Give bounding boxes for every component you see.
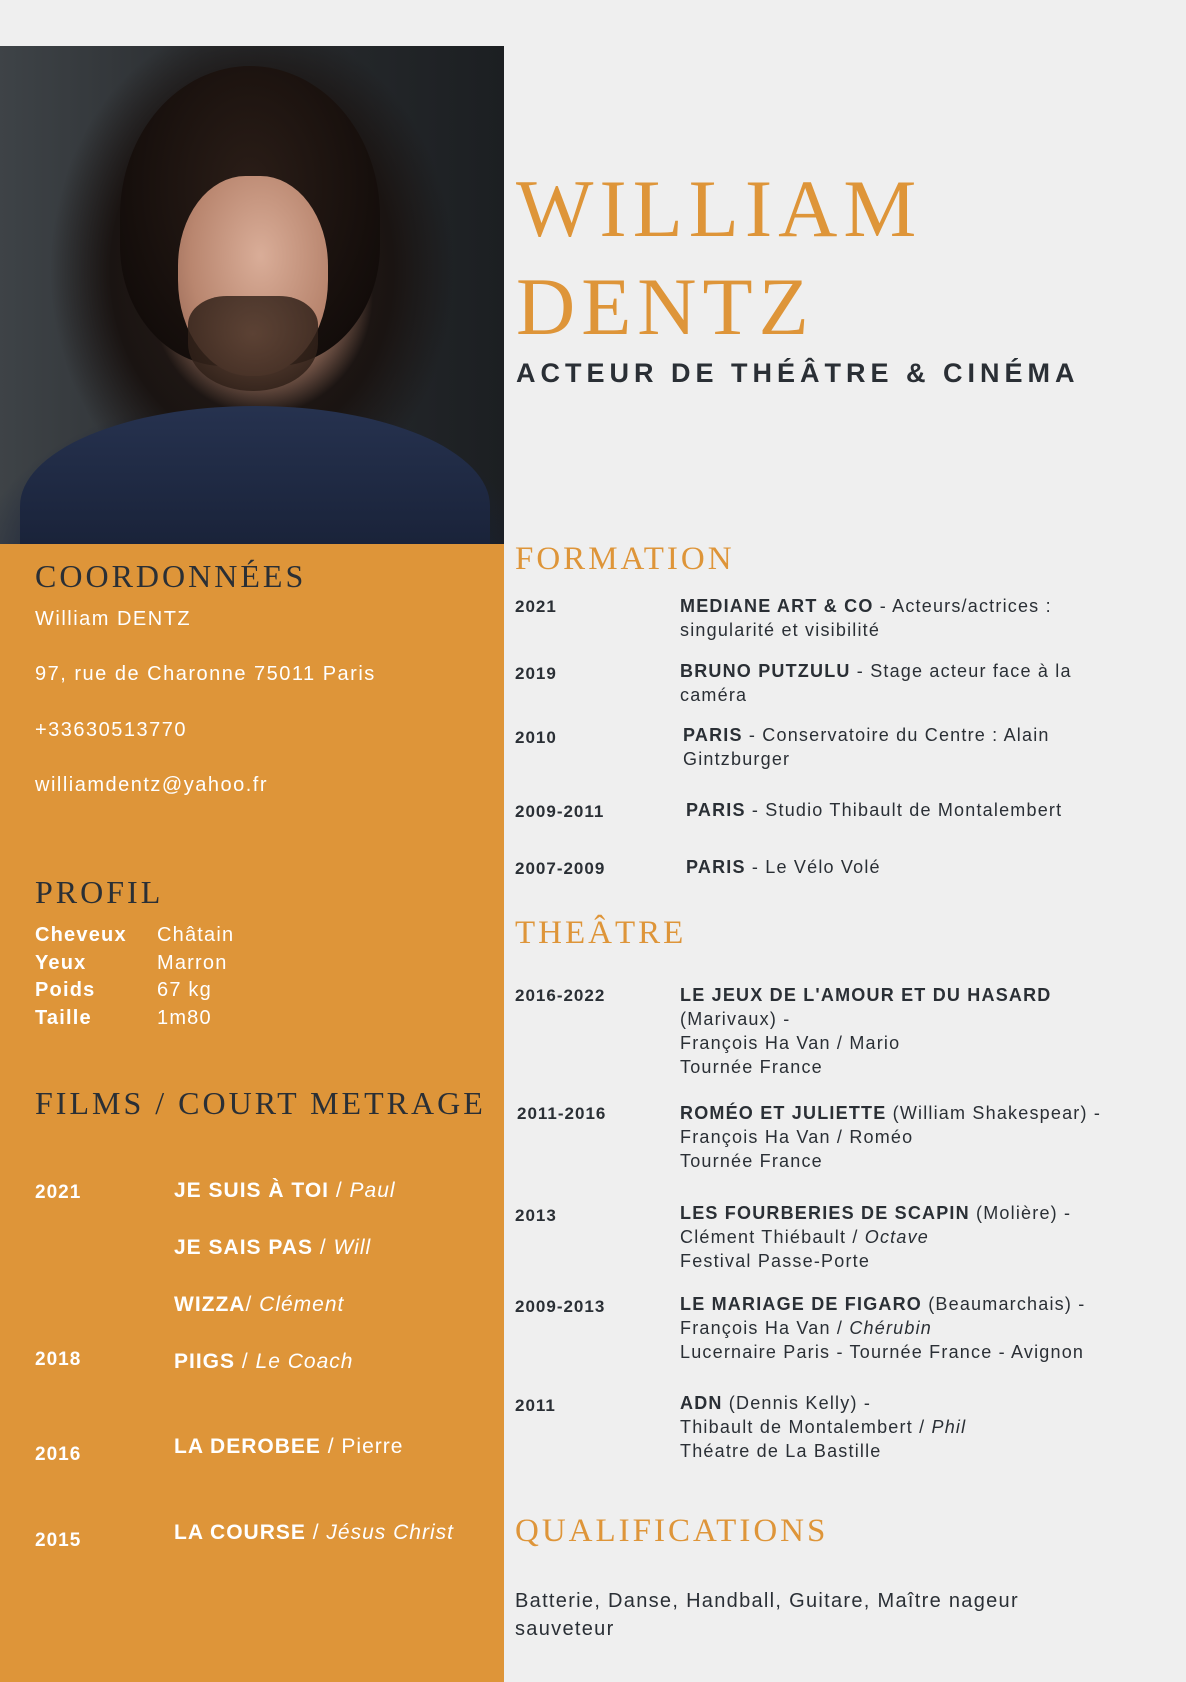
play-director: François Ha Van /	[680, 1127, 850, 1147]
last-name: DENTZ	[516, 261, 815, 352]
theatre-year: 2013	[515, 1206, 557, 1225]
film-sep: /	[313, 1236, 334, 1259]
play-role: Roméo	[849, 1127, 914, 1147]
film-title: JE SUIS À TOI	[174, 1179, 329, 1202]
play-title: ROMÉO ET JULIETTE	[680, 1103, 887, 1123]
play-venue: Tournée France	[680, 1151, 823, 1171]
profil-value: 1m80	[157, 1007, 212, 1029]
profil-key: Cheveux	[35, 924, 127, 946]
first-name: WILLIAM	[516, 163, 923, 254]
formation-desc: - Studio Thibault de Montalembert	[745, 800, 1063, 820]
film-role: Clément	[259, 1293, 345, 1316]
play-role: Mario	[849, 1033, 901, 1053]
film-role: Will	[333, 1236, 372, 1259]
play-venue: Lucernaire Paris - Tournée France - Avignon	[680, 1342, 1085, 1362]
film-item	[174, 1521, 454, 1545]
formation-heading: FORMATION	[515, 541, 735, 577]
film-sep: /	[320, 1435, 342, 1458]
profil-row	[35, 952, 228, 975]
theatre-entry	[680, 983, 1110, 1079]
formation-entry	[686, 855, 1116, 879]
film-year: 2018	[35, 1349, 82, 1370]
theatre-entry	[680, 1101, 1110, 1173]
profil-key: Taille	[35, 1007, 92, 1029]
play-author: (William Shakespear) -	[886, 1103, 1102, 1123]
profil-value: Marron	[157, 952, 228, 974]
contact-address: 97, rue de Charonne 75011 Paris	[35, 663, 376, 685]
film-role: Jésus Christ	[326, 1521, 454, 1544]
contact-name: William DENTZ	[35, 608, 192, 630]
photo-beard	[188, 296, 318, 391]
play-author: (Marivaux) -	[680, 1009, 791, 1029]
play-director: Clément Thiébault /	[680, 1227, 865, 1247]
film-title: WIZZA	[174, 1293, 246, 1316]
play-role: Phil	[931, 1417, 967, 1437]
profil-row	[35, 979, 212, 1002]
theatre-entry	[680, 1292, 1140, 1364]
profil-key: Yeux	[35, 952, 87, 974]
profil-value: 67 kg	[157, 979, 212, 1001]
theatre-entry	[680, 1391, 1110, 1463]
film-year: 2015	[35, 1530, 82, 1551]
coordonnees-heading: COORDONNÉES	[35, 558, 307, 594]
theatre-entry	[680, 1201, 1110, 1273]
formation-year: 2010	[515, 728, 557, 747]
formation-desc: - Conservatoire du Centre : Alain Gintzburger	[683, 725, 1050, 769]
film-role: Pierre	[341, 1435, 404, 1458]
film-year: 2016	[35, 1444, 82, 1465]
formation-year: 2009-2011	[515, 802, 605, 821]
film-item	[174, 1179, 396, 1203]
film-item	[174, 1293, 344, 1317]
profil-row	[35, 924, 234, 947]
play-author: (Molière) -	[969, 1203, 1072, 1223]
film-role: Le Coach	[255, 1350, 354, 1373]
films-heading: FILMS / COURT METRAGE	[35, 1085, 486, 1121]
film-year: 2021	[35, 1182, 82, 1203]
formation-school: MEDIANE ART & CO	[680, 596, 874, 616]
film-title: PIIGS	[174, 1350, 236, 1373]
film-sep: /	[235, 1350, 256, 1373]
film-sep: /	[305, 1521, 327, 1544]
contact-phone[interactable]: +33630513770	[35, 719, 188, 741]
film-item	[174, 1435, 403, 1459]
film-title: LA COURSE	[174, 1521, 306, 1544]
play-director: Thibault de Montalembert /	[680, 1417, 932, 1437]
contact-email[interactable]: williamdentz@yahoo.fr	[35, 774, 268, 796]
qualifications-text: Batterie, Danse, Handball, Guitare, Maître nageur sauveteur	[515, 1590, 1019, 1640]
formation-year: 2021	[515, 597, 557, 616]
play-role: Octave	[864, 1227, 929, 1247]
formation-school: PARIS	[686, 800, 746, 820]
play-venue: Théatre de La Bastille	[680, 1441, 882, 1461]
play-author: (Dennis Kelly) -	[722, 1393, 872, 1413]
play-title: LE MARIAGE DE FIGARO	[680, 1294, 923, 1314]
formation-entry	[680, 594, 1110, 642]
film-title: JE SAIS PAS	[174, 1236, 313, 1259]
profil-row	[35, 1007, 212, 1030]
film-role: Paul	[349, 1179, 396, 1202]
formation-school: BRUNO PUTZULU	[680, 661, 851, 681]
play-author: (Beaumarchais) -	[922, 1294, 1086, 1314]
formation-school: PARIS	[686, 857, 746, 877]
play-venue: Festival Passe-Porte	[680, 1251, 871, 1271]
play-director: François Ha Van /	[680, 1318, 850, 1338]
film-sep: /	[245, 1293, 260, 1316]
formation-entry	[680, 659, 1110, 707]
play-title: LE JEUX DE L'AMOUR ET DU HASARD	[680, 985, 1052, 1005]
play-role: Chérubin	[849, 1318, 932, 1338]
theatre-year: 2011	[515, 1396, 556, 1415]
formation-desc: - Acteurs/actrices : singularité et visibilité	[680, 596, 1052, 640]
film-item	[174, 1236, 371, 1260]
formation-entry	[683, 723, 1113, 771]
qualifications-heading: QUALIFICATIONS	[515, 1513, 829, 1549]
photo-shoulders	[20, 406, 490, 544]
play-title: LES FOURBERIES DE SCAPIN	[680, 1203, 970, 1223]
play-venue: Tournée France	[680, 1057, 823, 1077]
theatre-year: 2009-2013	[515, 1297, 606, 1316]
formation-school: PARIS	[683, 725, 743, 745]
film-sep: /	[329, 1179, 350, 1202]
theatre-year: 2016-2022	[515, 986, 606, 1005]
formation-desc: - Le Vélo Volé	[745, 857, 881, 877]
job-title: ACTEUR DE THÉÂTRE & CINÉMA	[516, 358, 1080, 388]
formation-year: 2007-2009	[515, 859, 606, 878]
play-director: François Ha Van /	[680, 1033, 850, 1053]
film-title: LA DEROBEE	[174, 1435, 321, 1458]
film-item	[174, 1350, 353, 1374]
profil-key: Poids	[35, 979, 96, 1001]
formation-desc: - Stage acteur face à la caméra	[680, 661, 1072, 705]
formation-entry	[686, 798, 1116, 822]
theatre-year: 2011-2016	[517, 1104, 607, 1123]
theatre-heading: THEÂTRE	[515, 915, 687, 951]
full-name	[516, 160, 922, 356]
formation-year: 2019	[515, 664, 557, 683]
profil-heading: PROFIL	[35, 874, 164, 910]
portrait-photo	[0, 46, 504, 544]
play-title: ADN	[680, 1393, 723, 1413]
profil-value: Châtain	[157, 924, 235, 946]
